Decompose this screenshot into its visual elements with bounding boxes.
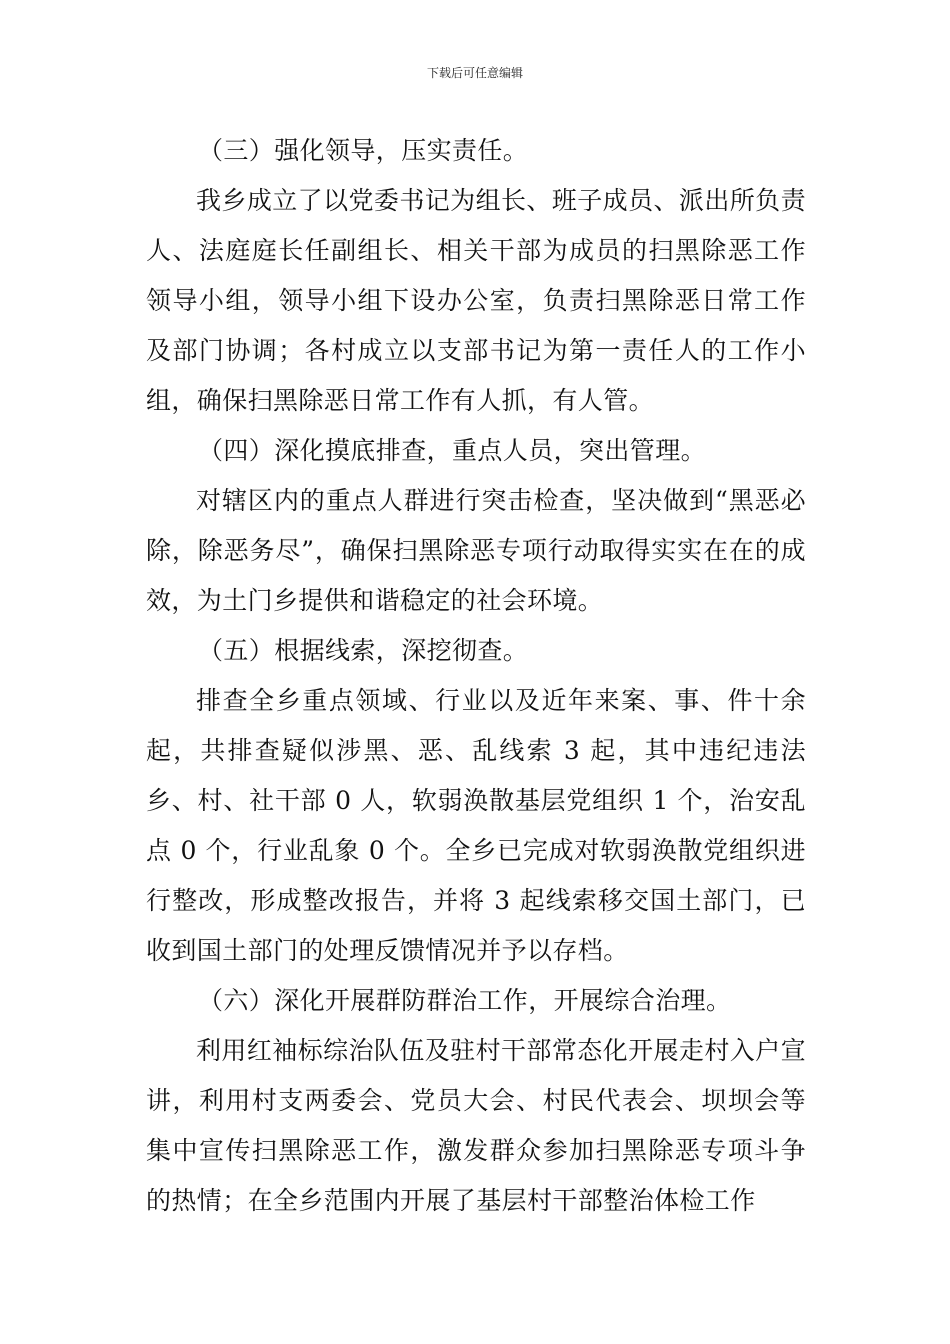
page-header: 下载后可任意编辑 [426,66,523,80]
section-paragraph-3: 我乡成立了以党委书记为组长、班子成员、派出所负责人、法庭庭长任副组长、相关干部为成员的扫黑除恶工作领导小组，领导小组下设办公室，负责扫黑除恶日常工作及部门协调；各村成立以支部书记为第一责任人的工作小组，确保扫黑除恶日常工作有人抓，有人管。 [146,186,806,415]
section-heading-6: （六）深化开展群防群治工作，开展综合治理。 [198,986,732,1015]
section-heading-4: （四）深化摸底排查，重点人员，突出管理。 [198,436,707,465]
document-body [146,126,806,1226]
section-paragraph-6: 利用红袖标综治队伍及驻村干部常态化开展走村入户宣讲，利用村支两委会、党员大会、村民代表会、坝坝会等集中宣传扫黑除恶工作，激发群众参加扫黑除恶专项斗争的热情；在全乡范围内开展了基层村干部整治体检工作 [146,1036,806,1215]
section-heading-5: （五）根据线索，深挖彻查。 [198,636,529,665]
section-heading-3: （三）强化领导，压实责任。 [198,136,529,165]
section-paragraph-5: 排查全乡重点领域、行业以及近年来案、事、件十余起，共排查疑似涉黑、恶、乱线索 3 起，其中违纪违法乡、村、社干部 0 人，软弱涣散基层党组织 1 个，治安乱点 0 个，行业乱象 0 个。全乡已完成对软弱涣散党组织进行整改，形成整改报告，并将 3 起线索移交国土部门，已收到国土部门的处理反馈情况并予以存档。 [146,686,806,965]
section-paragraph-4: 对辖区内的重点人群进行突击检查，坚决做到“黑恶必除，除恶务尽”，确保扫黑除恶专项行动取得实实在在的成效，为土门乡提供和谐稳定的社会环境。 [146,486,806,615]
